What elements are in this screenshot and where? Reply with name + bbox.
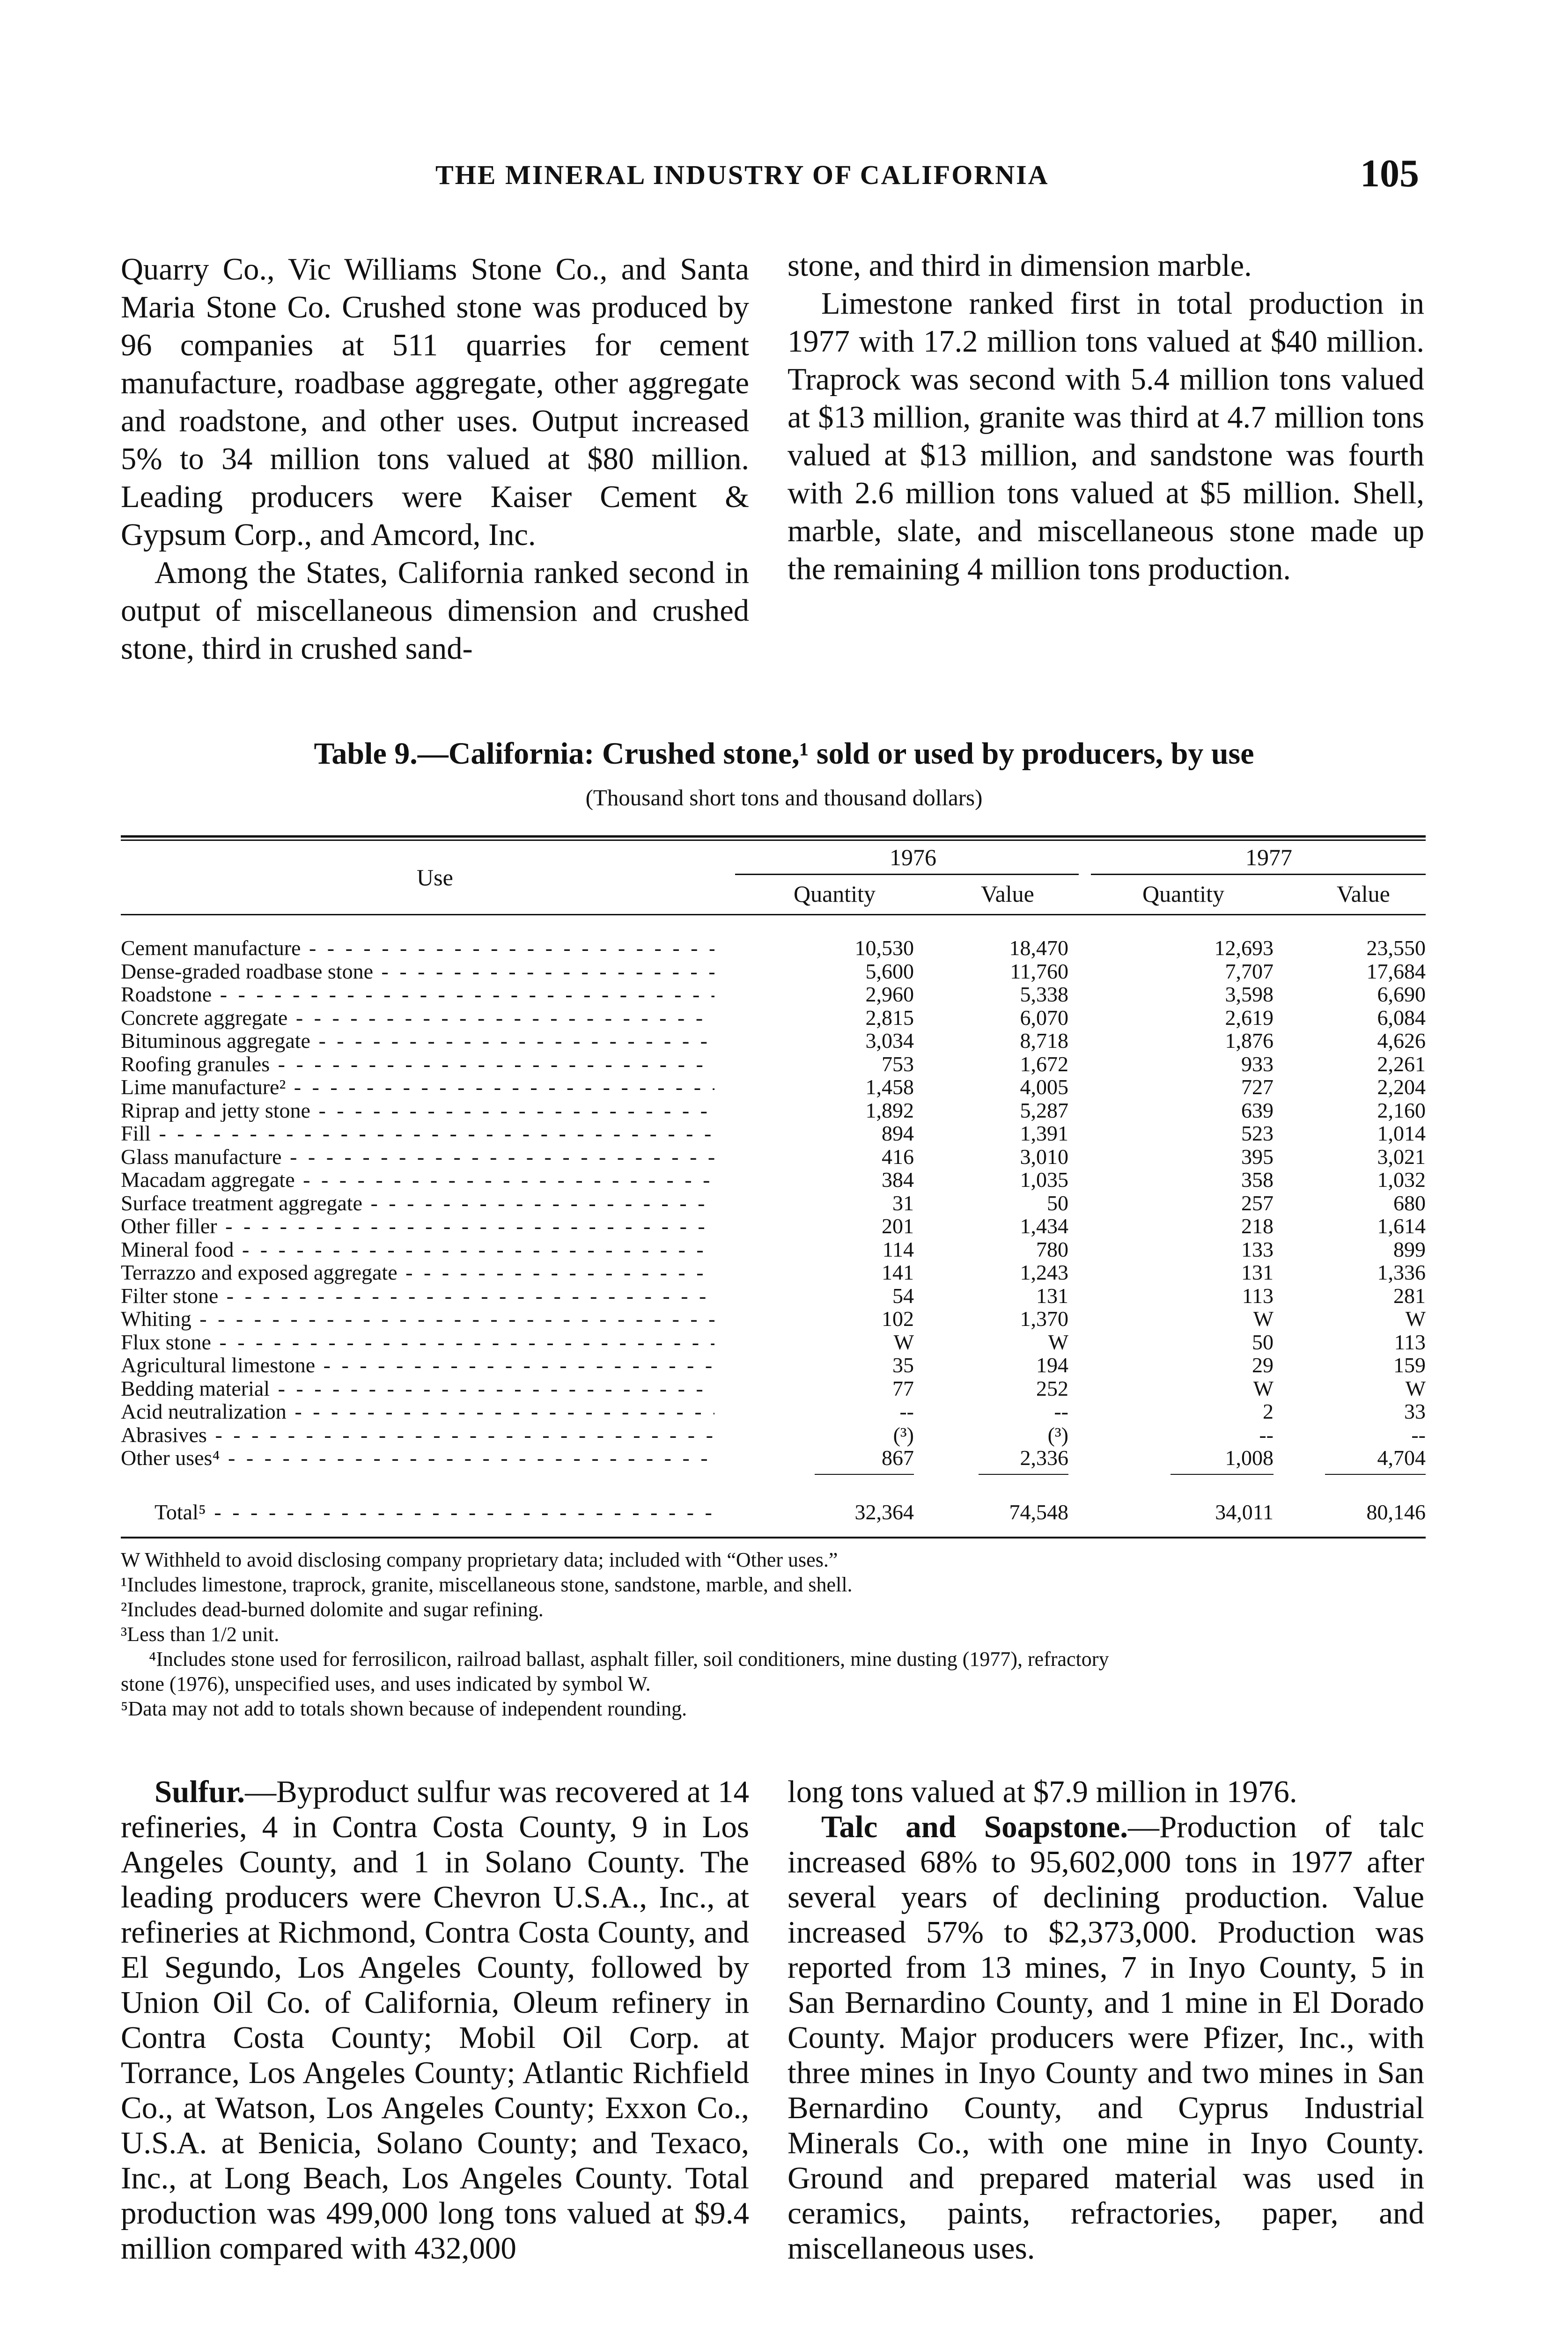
cell-quantity-1977: 133: [1241, 1237, 1274, 1261]
row-use-label: Mineral food - - -: [121, 1238, 714, 1261]
row-use-label: Roadstone - - -: [121, 983, 714, 1006]
cell-value-1977: 3,021: [1377, 1144, 1426, 1169]
cell-quantity-1977: 3,598: [1225, 982, 1274, 1006]
cell-value-1977: 23,550: [1366, 936, 1426, 960]
value-1977-header: Value: [1337, 881, 1390, 907]
cell-value-1976: 252: [1036, 1376, 1068, 1400]
sulfur-heading: Sulfur.: [155, 1774, 245, 1809]
cell-quantity-1977: 933: [1241, 1052, 1274, 1076]
total-quantity-1976: 32,364: [854, 1500, 914, 1524]
cell-value-1977: 899: [1393, 1237, 1426, 1261]
cell-quantity-1977: 12,693: [1214, 936, 1274, 960]
row-use-label: Fill - - -: [121, 1122, 714, 1145]
cell-value-1977: 1,014: [1377, 1121, 1426, 1145]
cell-quantity-1976: (³): [893, 1422, 914, 1447]
cell-quantity-1977: 2,619: [1225, 1005, 1274, 1030]
total-quantity-1977: 34,011: [1215, 1500, 1274, 1524]
cell-quantity-1976: 77: [892, 1376, 914, 1400]
year-1976-header: 1976: [890, 844, 936, 870]
row-use-label: Acid neutralization - - -: [121, 1400, 714, 1423]
row-use-label: Bituminous aggregate - - -: [121, 1029, 714, 1053]
cell-value-1976: 5,287: [1020, 1098, 1068, 1122]
cell-quantity-1976: 867: [882, 1446, 914, 1470]
cell-quantity-1976: 3,034: [865, 1029, 914, 1053]
total-rule: [979, 1474, 1068, 1475]
cell-value-1976: 4,005: [1020, 1075, 1068, 1099]
row-use-label: Whiting - - -: [121, 1307, 714, 1331]
cell-quantity-1976: 2,815: [865, 1005, 914, 1030]
cell-quantity-1976: 2,960: [865, 982, 914, 1006]
talc-heading: Talc and Soapstone.: [821, 1810, 1128, 1844]
cell-value-1977: 2,204: [1377, 1075, 1426, 1099]
cell-quantity-1976: 753: [882, 1052, 914, 1076]
row-use-label: Other filler - - -: [121, 1215, 714, 1238]
footnote: ²Includes dead-burned dolomite and sugar refining.: [121, 1598, 544, 1621]
row-use-label: Bedding material - - -: [121, 1377, 714, 1400]
paragraph: Among the States, California ranked second in output of miscellaneous dimension and crushed stone, third in crushed sand-: [121, 556, 749, 666]
cell-value-1977: 1,032: [1377, 1168, 1426, 1192]
sulfur-text: —Byproduct sulfur was recovered at 14 refineries, 4 in Contra Costa County, 9 in Los Angeles County, and 1 in Solano County. The leading producers were Chevron U.S.A., Inc., at refineries at Richmond, Contra Costa County, and El Segundo, Los Angeles County, followed by Union Oil Co. of California, Oleum refinery in Contra Costa County; Mobil Oil Corp. at Torrance, Los Angeles County; Atlantic Richfield Co., at Watson, Los Angeles County; Exxon Co., U.S.A. at Benicia, Solano County; and Texaco, Inc., at Long Beach, Los Angeles County. Total production was 499,000 long tons valued at $9.4 million compared with 432,000: [121, 1774, 749, 2266]
cell-value-1976: 131: [1036, 1283, 1068, 1308]
cell-value-1977: 6,084: [1377, 1005, 1426, 1030]
cell-quantity-1977: 29: [1252, 1353, 1274, 1377]
row-use-label: Riprap and jetty stone - - -: [121, 1099, 714, 1122]
running-title: THE MINERAL INDUSTRY OF CALIFORNIA: [435, 160, 1049, 190]
cell-value-1977: 1,336: [1377, 1260, 1426, 1284]
cell-value-1977: 33: [1404, 1399, 1426, 1423]
bottom-right-column: [788, 1774, 1424, 2266]
cell-quantity-1976: 1,458: [865, 1075, 914, 1099]
cell-quantity-1976: 1,892: [865, 1098, 914, 1122]
row-use-label: Terrazzo and exposed aggregate - - -: [121, 1261, 714, 1284]
cell-value-1977: 1,614: [1377, 1214, 1426, 1238]
footnote: stone (1976), unspecified uses, and uses indicated by symbol W.: [121, 1672, 651, 1695]
cell-quantity-1977: 1,876: [1225, 1029, 1274, 1053]
year-1976-rule: [735, 874, 1079, 875]
paragraph: Quarry Co., Vic Williams Stone Co., and Santa Maria Stone Co. Crushed stone was produced by 96 companies at 511 quarries for cement manufacture, roadbase aggregate, other aggregate and roadstone, and other uses. Output increased 5% to 34 million tons valued at $80 million. Leading producers were Kaiser Cement & Gypsum Corp., and Amcord, Inc.: [121, 252, 749, 552]
footnote: ⁵Data may not add to totals shown because of independent rounding.: [121, 1697, 687, 1720]
row-use-label: Filter stone - - -: [121, 1284, 714, 1308]
cell-value-1977: W: [1405, 1307, 1426, 1331]
cell-quantity-1976: W: [893, 1330, 914, 1354]
header-bottom-rule: [121, 914, 1426, 915]
page-number: 105: [1360, 152, 1419, 195]
cell-quantity-1976: 54: [892, 1283, 914, 1308]
table-subtitle: (Thousand short tons and thousand dollars): [585, 785, 983, 810]
row-use-label: Abrasives - - -: [121, 1423, 714, 1447]
cell-value-1977: 6,690: [1377, 982, 1426, 1006]
cell-value-1977: --: [1411, 1422, 1426, 1447]
cell-quantity-1976: 384: [882, 1168, 914, 1192]
cell-value-1976: 11,760: [1010, 959, 1068, 983]
cell-quantity-1977: W: [1253, 1376, 1274, 1400]
cell-quantity-1976: 10,530: [854, 936, 914, 960]
value-1976-header: Value: [981, 881, 1034, 907]
cell-value-1976: 1,391: [1020, 1121, 1068, 1145]
cell-value-1976: 2,336: [1020, 1446, 1068, 1470]
talc-text: —Production of talc increased 68% to 95,602,000 tons in 1977 after several years of declining production. Value increased 57% to $2,373,000. Production was reported from 13 mines, 7 in Inyo County, 5 in San Bernardino County, and 1 mine in El Dorado County. Major producers were Pfizer, Inc., with three mines in Inyo County and two mines in San Bernardino County, and Cyprus Industrial Minerals Co., with one mine in Inyo County. Ground and prepared material was used in ceramics, paints, refractories, paper, and miscellaneous uses.: [788, 1810, 1425, 2266]
table-bottom-rule: [121, 1537, 1426, 1539]
row-use-label: Dense-graded roadbase stone - - -: [121, 960, 714, 983]
paragraph: stone, and third in dimension marble.: [788, 249, 1252, 283]
total-value-1976: 74,548: [1009, 1500, 1068, 1524]
cell-value-1976: 780: [1036, 1237, 1068, 1261]
footnote: ³Less than 1/2 unit.: [121, 1623, 280, 1646]
year-1977-rule: [1091, 874, 1426, 875]
cell-quantity-1977: 50: [1252, 1330, 1274, 1354]
cell-value-1976: 194: [1036, 1353, 1068, 1377]
table-top-rule: [121, 839, 1426, 841]
cell-quantity-1977: 7,707: [1225, 959, 1274, 983]
row-use-label: Flux stone - - -: [121, 1331, 714, 1354]
cell-quantity-1977: 257: [1241, 1191, 1274, 1215]
cell-quantity-1976: 416: [882, 1144, 914, 1169]
cell-quantity-1977: 2: [1263, 1399, 1274, 1423]
total-rule: [1325, 1474, 1426, 1475]
table-top-rule: [121, 835, 1426, 838]
cell-value-1976: 50: [1047, 1191, 1068, 1215]
cell-value-1977: 2,261: [1377, 1052, 1426, 1076]
cell-value-1976: W: [1048, 1330, 1068, 1354]
cell-quantity-1976: 35: [892, 1353, 914, 1377]
cell-value-1976: 1,243: [1020, 1260, 1068, 1284]
top-right-column: [788, 247, 1424, 588]
row-use-label: Roofing granules - - -: [121, 1053, 714, 1076]
cell-value-1976: 1,035: [1020, 1168, 1068, 1192]
total-rule: [1170, 1474, 1274, 1475]
table-footnotes: [121, 1547, 1429, 1721]
cell-value-1977: W: [1405, 1376, 1426, 1400]
cell-quantity-1977: 131: [1241, 1260, 1274, 1284]
cell-value-1976: 1,672: [1020, 1052, 1068, 1076]
cell-quantity-1977: --: [1259, 1422, 1274, 1447]
cell-quantity-1977: 395: [1241, 1144, 1274, 1169]
total-value-1977: 80,146: [1366, 1500, 1426, 1524]
year-1977-header: 1977: [1245, 844, 1292, 870]
use-column-header: Use: [417, 864, 453, 891]
cell-value-1977: 2,160: [1377, 1098, 1426, 1122]
cell-quantity-1977: W: [1253, 1307, 1274, 1331]
cell-value-1977: 113: [1394, 1330, 1426, 1354]
total-rule: [815, 1474, 914, 1475]
cell-value-1976: 5,338: [1020, 982, 1068, 1006]
row-use-label: Glass manufacture - - -: [121, 1145, 714, 1169]
cell-quantity-1976: 141: [882, 1260, 914, 1284]
total-row-label: Total⁵ - - -: [155, 1501, 714, 1524]
cell-quantity-1977: 1,008: [1225, 1446, 1274, 1470]
cell-value-1976: 8,718: [1020, 1029, 1068, 1053]
cell-value-1977: 17,684: [1366, 959, 1426, 983]
row-use-label: Concrete aggregate - - -: [121, 1006, 714, 1030]
cell-value-1977: 4,704: [1377, 1446, 1426, 1470]
footnote: ⁴Includes stone used for ferrosilicon, railroad ballast, asphalt filler, soil conditioners, mine dusting (1977), refractory: [149, 1648, 1109, 1671]
cell-quantity-1977: 523: [1241, 1121, 1274, 1145]
cell-value-1977: 281: [1393, 1283, 1426, 1308]
footnote: W Withheld to avoid disclosing company proprietary data; included with “Other uses.”: [121, 1548, 838, 1571]
cell-quantity-1977: 113: [1242, 1283, 1274, 1308]
cell-quantity-1977: 218: [1241, 1214, 1274, 1238]
cell-value-1976: 6,070: [1020, 1005, 1068, 1030]
paragraph: Limestone ranked first in total production in 1977 with 17.2 million tons valued at $40 million. Traprock was second with 5.4 million tons valued at $13 million, granite was third at 4.7 million tons valued at $13 million, and sandstone was fourth with 2.6 million tons valued at $5 million. Shell, marble, slate, and miscellaneous stone made up the remaining 4 million tons production.: [788, 287, 1424, 586]
cell-quantity-1976: --: [899, 1399, 914, 1423]
quantity-1977-header: Quantity: [1142, 881, 1224, 907]
row-use-label: Other uses⁴ - - -: [121, 1446, 714, 1470]
cell-value-1976: (³): [1047, 1422, 1068, 1447]
row-use-label: Cement manufacture - - -: [121, 936, 714, 960]
cell-quantity-1976: 31: [892, 1191, 914, 1215]
footnote: ¹Includes limestone, traprock, granite, miscellaneous stone, sandstone, marble, and shell.: [121, 1573, 853, 1596]
cell-quantity-1977: 727: [1241, 1075, 1274, 1099]
row-use-label: Lime manufacture² - - -: [121, 1075, 714, 1099]
quantity-1976-header: Quantity: [794, 881, 876, 907]
row-use-label: Surface treatment aggregate - - -: [121, 1192, 714, 1215]
cell-value-1977: 680: [1393, 1191, 1426, 1215]
cell-quantity-1977: 358: [1241, 1168, 1274, 1192]
paragraph: long tons valued at $7.9 million in 1976.: [788, 1774, 1297, 1809]
cell-value-1976: 3,010: [1020, 1144, 1068, 1169]
cell-value-1977: 159: [1393, 1353, 1426, 1377]
cell-quantity-1976: 114: [882, 1237, 914, 1261]
top-left-column: [121, 250, 749, 668]
cell-value-1976: 18,470: [1009, 936, 1068, 960]
cell-quantity-1976: 102: [882, 1307, 914, 1331]
cell-value-1977: 4,626: [1377, 1029, 1426, 1053]
cell-value-1976: 1,370: [1020, 1307, 1068, 1331]
cell-value-1976: --: [1054, 1399, 1068, 1423]
cell-quantity-1976: 894: [882, 1121, 914, 1145]
row-use-label: Macadam aggregate - - -: [121, 1168, 714, 1192]
cell-quantity-1977: 639: [1241, 1098, 1274, 1122]
bottom-left-column: [121, 1774, 749, 2266]
cell-quantity-1976: 5,600: [865, 959, 914, 983]
cell-value-1976: 1,434: [1020, 1214, 1068, 1238]
row-use-label: Agricultural limestone - - -: [121, 1354, 714, 1377]
cell-quantity-1976: 201: [882, 1214, 914, 1238]
table-title: Table 9.—California: Crushed stone,¹ sold or used by producers, by use: [314, 736, 1254, 771]
